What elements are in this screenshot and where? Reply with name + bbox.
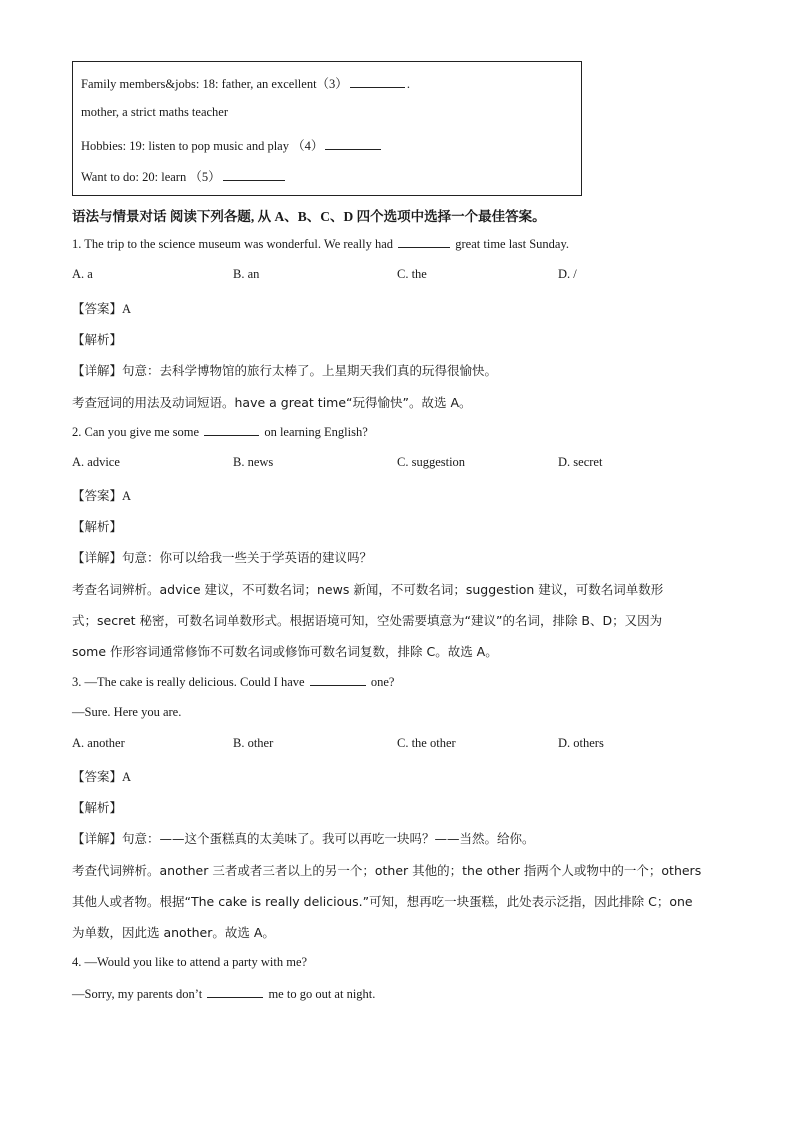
answer-blank (223, 169, 285, 181)
answer-value: A (122, 770, 132, 784)
question-text: 1. The trip to the science museum was wonderful. We really had (72, 237, 394, 251)
box-line-text: Family members&jobs: 18: father, an excellent（3） (81, 77, 348, 91)
question-text: one? (370, 675, 395, 689)
dialogue-reply (72, 986, 375, 1002)
explain-line: 其他人或者物。根据“The cake is really delicious.”可知，想再吃一块蛋糕，此处表示泛指，因此排除 C；one (72, 894, 693, 909)
answer-blank (350, 76, 405, 88)
option-d: D. / (558, 267, 577, 281)
answer-blank (398, 236, 450, 248)
option-b: B. news (233, 455, 274, 469)
answer-blank (325, 138, 381, 150)
option-b: B. other (233, 736, 274, 750)
answer-blank (204, 424, 259, 436)
answer-blank (310, 674, 366, 686)
question-text: great time last Sunday. (455, 237, 570, 251)
option-d: D. others (558, 736, 604, 750)
answer-line (72, 299, 131, 317)
box-line-family (81, 74, 410, 92)
box-line-hobbies (81, 136, 383, 154)
analysis-label: 【解析】 (72, 332, 123, 347)
option-c: C. suggestion (397, 455, 466, 469)
box-line-text: . (406, 77, 410, 91)
explain-line: 为单数，因此选 another。故选 A。 (72, 925, 275, 940)
question-1 (72, 236, 569, 252)
option-a: A. a (72, 267, 93, 281)
answer-label: 【答案】 (72, 301, 123, 316)
option-c: C. the other (397, 736, 456, 750)
box-line-text: Hobbies: 19: listen to pop music and play （4） (81, 139, 324, 153)
question-text: on learning English? (264, 425, 368, 439)
analysis-label: 【解析】 (72, 519, 123, 534)
answer-line (72, 486, 131, 504)
question-3 (72, 674, 394, 690)
section-heading: 语法与情景对话 阅读下列各题, 从 A、B、C、D 四个选项中选择一个最佳答案。 (72, 209, 546, 224)
answer-label: 【答案】 (72, 769, 123, 784)
question-2 (72, 424, 368, 440)
detail-line (72, 361, 497, 379)
option-c: C. the (397, 267, 427, 281)
analysis-label: 【解析】 (72, 800, 123, 815)
box-line-text: Want to do: 20: learn （5） (81, 170, 221, 184)
question-text: —Sorry, my parents don’t (72, 987, 203, 1001)
option-b: B. an (233, 267, 260, 281)
question-text: 2. Can you give me some (72, 425, 200, 439)
answer-line (72, 767, 131, 785)
option-a: A. advice (72, 455, 120, 469)
explain-line: 考查代词辨析。another 三者或者三者以上的另一个；other 其他的；the other 指两个人或物中的一个；others (72, 863, 702, 878)
explain-line: 考查名词辨析。advice 建议，不可数名词；news 新闻，不可数名词；suggestion 建议，可数名词单数形 (72, 582, 664, 597)
option-d: D. secret (558, 455, 603, 469)
detail-label: 【详解】 (72, 831, 123, 846)
explain-line: some 作形容词通常修饰不可数名词或修饰可数名词复数，排除 C。故选 A。 (72, 644, 498, 659)
detail-line (72, 548, 372, 566)
info-table-box (72, 61, 582, 196)
box-line-want (81, 167, 287, 185)
detail-text: 句意：你可以给我一些关于学英语的建议吗？ (122, 550, 373, 565)
answer-blank (207, 986, 263, 998)
detail-label: 【详解】 (72, 550, 123, 565)
question-4: 4. —Would you like to attend a party with me? (72, 955, 308, 969)
answer-value: A (122, 302, 132, 316)
question-text: 3. —The cake is really delicious. Could I have (72, 675, 305, 689)
answer-label: 【答案】 (72, 488, 123, 503)
detail-text: 句意：去科学博物馆的旅行太棒了。上星期天我们真的玩得很愉快。 (122, 363, 498, 378)
detail-text: 句意：——这个蛋糕真的太美味了。我可以再吃一块吗？——当然。给你。 (122, 831, 535, 846)
detail-label: 【详解】 (72, 363, 123, 378)
question-text: me to go out at night. (268, 987, 376, 1001)
explain-line: 考查冠词的用法及动词短语。have a great time“玩得愉快”。故选 A。 (72, 395, 472, 410)
explain-line: 式；secret 秘密，可数名词单数形式。根据语境可知，空处需要填意为“建议”的名词，排除 B、D；又因为 (72, 613, 663, 628)
box-line-mother: mother, a strict maths teacher (81, 105, 229, 119)
option-a: A. another (72, 736, 125, 750)
detail-line (72, 829, 535, 847)
dialogue-reply: —Sure. Here you are. (72, 705, 182, 719)
answer-value: A (122, 489, 132, 503)
